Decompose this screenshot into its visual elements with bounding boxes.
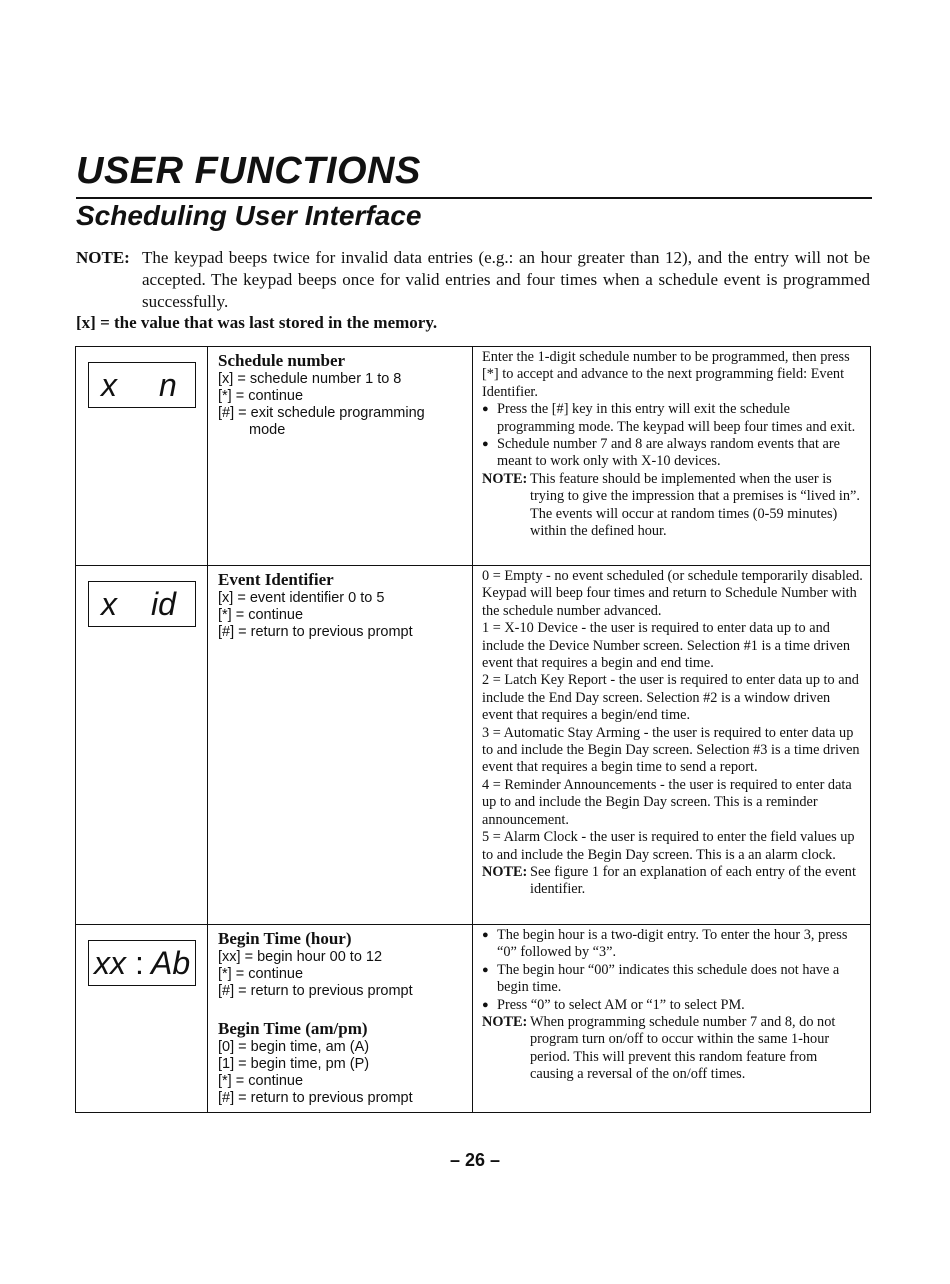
option: [x] = event identifier 0 to 5 <box>218 590 385 606</box>
description-text: Enter the 1-digit schedule number to be programmed, then press [*] to accept and advance to the next programming field: Event Identifier. <box>482 349 850 400</box>
option: [#] = return to previous prompt <box>218 1090 413 1106</box>
list-item <box>482 927 864 962</box>
note-text: The keypad beeps twice for invalid data entries (e.g.: an hour greater than 12), and the entry will not be accepted. The keypad beeps once for valid entries and four times when a schedule event is programmed successfully. <box>142 248 870 311</box>
option: [*] = continue <box>218 1073 304 1089</box>
row-note-text: When programming schedule number 7 and 8, do not program turn on/off to occur within the same 1-hour period. This will prevent this random feature from causing a reversal of the on/off times. <box>530 1014 836 1083</box>
bullet-icon: ● <box>482 929 489 941</box>
option: [#] = exit schedule programming <box>218 405 425 421</box>
row-heading: Begin Time (hour) <box>218 929 352 948</box>
table-row <box>76 566 871 925</box>
section-subtitle: Scheduling User Interface <box>76 200 422 231</box>
row-note-label: NOTE: <box>482 1014 528 1031</box>
list-item <box>482 997 864 1014</box>
display-left: xx <box>94 945 126 981</box>
bullet-icon: ● <box>482 438 489 451</box>
table-row <box>76 347 871 566</box>
description-text: 3 = Automatic Stay Arming - the user is required to enter data up to and include the Begin Day screen. Selection #3 is a time driven event that requires a begin time to send a report. <box>482 724 860 776</box>
option: [#] = return to previous prompt <box>218 983 413 999</box>
title-rule <box>76 197 872 199</box>
display-cell <box>76 925 208 1113</box>
list-item <box>482 401 864 436</box>
option: [*] = continue <box>218 607 304 623</box>
description-text: 0 = Empty - no event scheduled (or schedule temporarily disabled. Keypad will beep four times and return to Schedule Number with the schedule number advanced. <box>482 568 863 619</box>
bullet-text: The begin hour is a two-digit entry. To enter the hour 3, press “0” followed by “3”. <box>497 927 848 961</box>
options-cell <box>208 566 473 925</box>
description-text: 5 = Alarm Clock - the user is required to enter the field values up to and include the Begin Day screen. This is a an alarm clock. <box>482 829 855 863</box>
options-cell <box>208 925 473 1113</box>
note-label: NOTE: <box>76 248 130 267</box>
memory-note: [x] = the value that was last stored in the memory. <box>76 313 438 332</box>
list-item <box>482 962 864 997</box>
bullet-text: Press the [#] key in this entry will exit the schedule programming mode. The keypad will beep four times and exit. <box>497 401 856 435</box>
description-cell <box>473 566 871 925</box>
row-heading: Event Identifier <box>218 570 334 589</box>
option: [1] = begin time, pm (P) <box>218 1056 370 1072</box>
row-note-text: See figure 1 for an explanation of each entry of the event identifier. <box>530 863 856 898</box>
row-heading: Begin Time (am/pm) <box>218 1019 368 1038</box>
display-left: x <box>101 367 117 403</box>
option: [*] = continue <box>218 388 304 404</box>
row-note-label: NOTE: <box>482 863 528 880</box>
description-text: 2 = Latch Key Report - the user is required to enter data up to and include the End Day screen. Selection #2 is a window driven event that requires a begin/end time. <box>482 672 859 724</box>
row-heading: Schedule number <box>218 351 346 370</box>
display-right: Ab <box>151 945 191 981</box>
option: [*] = continue <box>218 966 304 982</box>
display-cell <box>76 566 208 925</box>
row-note-text: This feature should be implemented when the user is trying to give the impression that a premises is “lived in”. The events will occur at random times (0-59 minutes) within the defined hour. <box>530 470 860 540</box>
option: [#] = return to previous prompt <box>218 624 413 640</box>
intro-note <box>76 247 870 313</box>
description-text: 4 = Reminder Announcements - the user is required to enter data up to and include the Begin Day screen. This is a reminder announcement. <box>482 776 852 828</box>
list-item <box>482 436 864 471</box>
bullet-icon: ● <box>482 963 489 976</box>
option: [x] = schedule number 1 to 8 <box>218 371 402 387</box>
schedule-table <box>75 346 871 1113</box>
bullet-text: Press “0” to select AM or “1” to select PM. <box>497 996 745 1013</box>
display-right: n <box>159 367 177 403</box>
options-cell <box>208 347 473 566</box>
display-separator: : <box>135 945 144 981</box>
description-cell <box>473 347 871 566</box>
section-title: USER FUNCTIONS <box>76 150 421 192</box>
row-note <box>482 471 864 541</box>
display-cell <box>76 347 208 566</box>
row-note <box>482 1014 864 1084</box>
bullet-icon: ● <box>482 403 489 416</box>
row-note <box>482 864 864 899</box>
bullet-text: Schedule number 7 and 8 are always random events that are meant to work only with X-10 devices. <box>497 436 840 470</box>
bullet-text: The begin hour “00” indicates this schedule does not have a begin time. <box>497 961 840 996</box>
row-note-label: NOTE: <box>482 470 528 487</box>
lcd-display <box>88 362 196 408</box>
option: [xx] = begin hour 00 to 12 <box>218 949 383 965</box>
table-row <box>76 925 871 1113</box>
lcd-display <box>88 581 196 627</box>
lcd-display <box>88 940 196 986</box>
option: [0] = begin time, am (A) <box>218 1039 370 1055</box>
bullet-icon: ● <box>482 998 489 1011</box>
page-number: – 26 – <box>449 1150 501 1170</box>
description-text: 1 = X-10 Device - the user is required to enter data up to and include the Device Number screen. Selection #1 is a time driven event that requires a begin and end time. <box>482 620 851 672</box>
display-right: id <box>151 586 176 622</box>
description-cell <box>473 925 871 1113</box>
display-left: x <box>101 586 117 622</box>
option: mode <box>249 422 286 438</box>
